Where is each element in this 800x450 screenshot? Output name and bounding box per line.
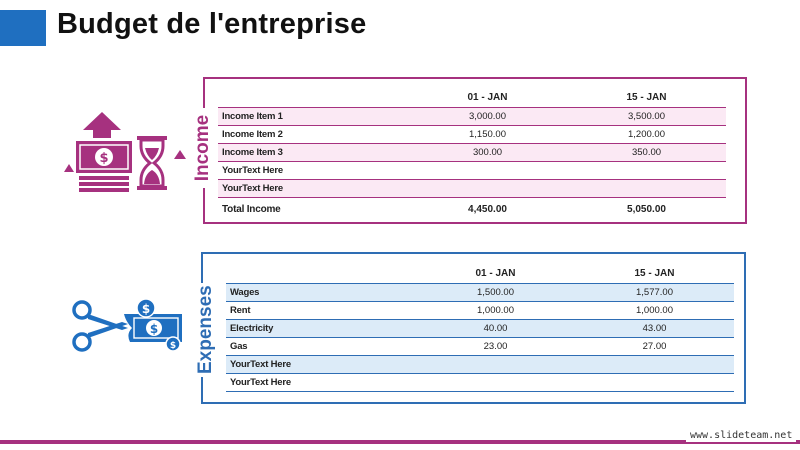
- column-header: 01 - JAN: [467, 91, 508, 103]
- income-side-label: Income: [192, 108, 214, 188]
- page-title: Budget de l'entreprise: [57, 8, 367, 40]
- table-row: [226, 320, 734, 338]
- row-label: Income Item 2: [222, 129, 283, 140]
- table-row: [218, 108, 726, 126]
- cell-value: 1,000.00: [636, 305, 673, 316]
- row-label: Income Item 1: [222, 111, 283, 122]
- expenses-table: [226, 263, 734, 392]
- row-label: Electricity: [230, 323, 274, 334]
- money-stack-icon: [76, 141, 132, 192]
- cell-value: 23.00: [483, 341, 508, 352]
- cell-value: 40.00: [483, 323, 508, 334]
- table-row: [226, 374, 734, 392]
- total-label: Total Income: [222, 203, 281, 215]
- up-arrow-icon: [83, 112, 121, 138]
- total-row: [218, 198, 726, 220]
- hourglass-icon: [137, 136, 167, 190]
- title-accent-bar: [0, 10, 46, 46]
- row-label: YourText Here: [230, 359, 291, 370]
- cell-value: 43.00: [642, 323, 667, 334]
- table-row: [226, 284, 734, 302]
- table-row: [218, 144, 726, 162]
- income-illustration: [62, 110, 190, 194]
- table-row: [226, 356, 734, 374]
- table-row: [226, 338, 734, 356]
- row-label: Rent: [230, 305, 251, 316]
- cell-value: 3,500.00: [628, 111, 665, 122]
- cell-value: 1,200.00: [628, 129, 665, 140]
- svg-text:$: $: [169, 341, 177, 351]
- cell-value: 1,150.00: [469, 129, 506, 140]
- column-header: 15 - JAN: [626, 91, 667, 103]
- row-label: Income Item 3: [222, 147, 283, 158]
- table-row: [218, 180, 726, 198]
- svg-text:$: $: [141, 302, 151, 316]
- table-row: [226, 302, 734, 320]
- row-label: YourText Here: [230, 377, 291, 388]
- row-label: YourText Here: [222, 183, 283, 194]
- scissors-icon: [74, 302, 128, 350]
- income-table-header: [218, 87, 726, 108]
- watermark: www.slideteam.net: [686, 429, 796, 442]
- expenses-table-header: [226, 263, 734, 284]
- row-label: Wages: [230, 287, 260, 298]
- row-label: Gas: [230, 341, 248, 352]
- income-table: [218, 87, 726, 220]
- total-value: 4,450.00: [468, 203, 507, 215]
- total-value: 5,050.00: [627, 203, 666, 215]
- cell-value: 300.00: [472, 147, 503, 158]
- cell-value: 1,577.00: [636, 287, 673, 298]
- cell-value: 1,500.00: [477, 287, 514, 298]
- column-header: 01 - JAN: [475, 267, 516, 279]
- svg-text:$: $: [149, 322, 159, 336]
- expenses-illustration: [70, 298, 190, 356]
- cell-value: 3,000.00: [469, 111, 506, 122]
- cell-value: 350.00: [631, 147, 662, 158]
- footer-accent-line: [0, 440, 800, 444]
- table-row: [218, 162, 726, 180]
- column-header: 15 - JAN: [634, 267, 675, 279]
- row-label: YourText Here: [222, 165, 283, 176]
- svg-text:$: $: [99, 151, 109, 166]
- expenses-side-label: Expenses: [195, 283, 217, 377]
- table-row: [218, 126, 726, 144]
- cell-value: 1,000.00: [477, 305, 514, 316]
- cell-value: 27.00: [642, 341, 667, 352]
